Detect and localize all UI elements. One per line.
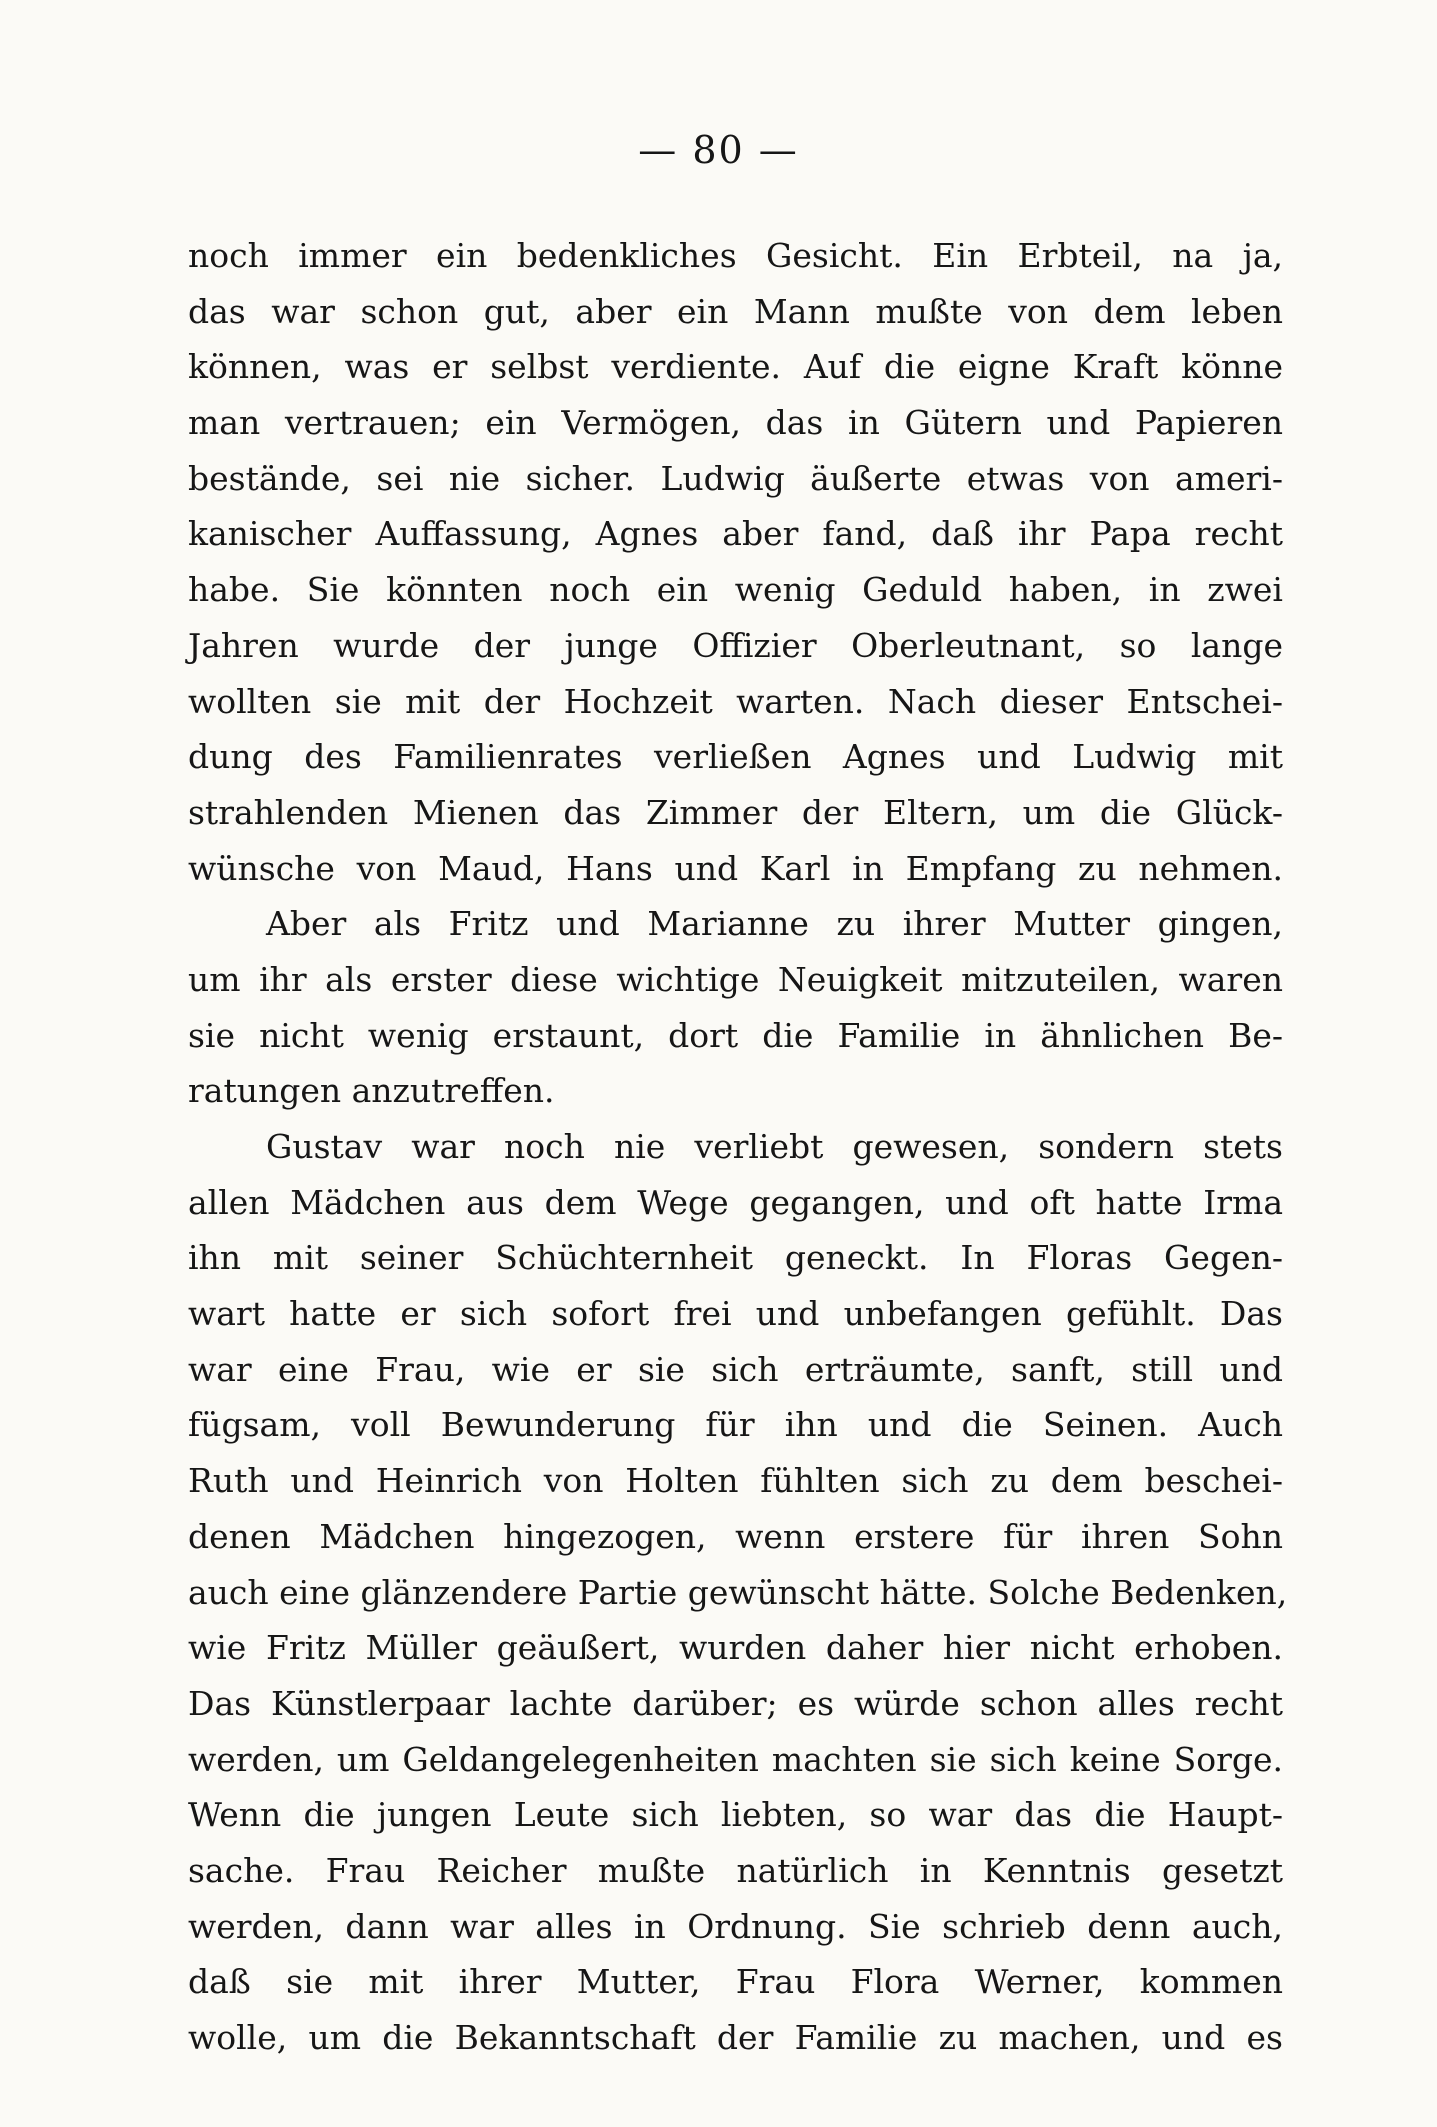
text-line: wollten sie mit der Hochzeit warten. Nach dieser Entschei- [188, 681, 1283, 721]
text-line: noch immer ein bedenkliches Gesicht. Ein Erbteil, na ja, [188, 236, 1283, 275]
text-line: ratungen anzutreffen. [188, 1071, 555, 1111]
text-line: Das Künstlerpaar lachte darüber; es würde schon alles recht [188, 1683, 1283, 1723]
text-line: ihn mit seiner Schüchternheit geneckt. In Floras Gegen- [188, 1238, 1283, 1278]
text-line: daß sie mit ihrer Mutter, Frau Flora Werner, kommen [188, 1962, 1283, 2002]
text-line: Aber als Fritz und Marianne zu ihrer Mutter gingen, [266, 904, 1283, 944]
text-line: bestände, sei nie sicher. Ludwig äußerte etwas von ameri- [188, 458, 1283, 498]
text-line: Gustav war noch nie verliebt gewesen, sondern stets [266, 1127, 1283, 1166]
text-line: sache. Frau Reicher mußte natürlich in Kenntnis gesetzt [188, 1850, 1283, 1890]
text-line: fügsam, voll Bewunderung für ihn und die Seinen. Auch [188, 1405, 1283, 1445]
text-line: man vertrauen; ein Vermögen, das in Gütern und Papieren [188, 403, 1283, 443]
text-line: Jahren wurde der junge Offizier Oberleutnant, so lange [188, 625, 1283, 665]
text-line: wie Fritz Müller geäußert, wurden daher hier nicht erhoben. [188, 1628, 1283, 1668]
text-line: werden, um Geldangelegenheiten machten sie sich keine Sorge. [188, 1739, 1283, 1779]
text-line: strahlenden Mienen das Zimmer der Eltern, um die Glück- [188, 792, 1283, 832]
text-line: allen Mädchen aus dem Wege gegangen, und oft hatte Irma [188, 1182, 1283, 1222]
page-number: — 80 — [638, 128, 799, 172]
body-text [188, 228, 1288, 2066]
text-line: wolle, um die Bekanntschaft der Familie zu machen, und es [188, 2018, 1283, 2057]
text-line: habe. Sie könnten noch ein wenig Geduld haben, in zwei [188, 570, 1283, 610]
text-line: war eine Frau, wie er sie sich erträumte, sanft, still und [188, 1349, 1283, 1389]
text-line: um ihr als erster diese wichtige Neuigkeit mitzuteilen, waren [188, 959, 1283, 999]
text-line: kanischer Auffassung, Agnes aber fand, daß ihr Papa recht [188, 514, 1283, 554]
text-line: können, was er selbst verdiente. Auf die eigne Kraft könne [188, 347, 1283, 387]
text-line: dung des Familienrates verließen Agnes und Ludwig mit [188, 737, 1283, 777]
text-line: wart hatte er sich sofort frei und unbefangen gefühlt. Das [188, 1294, 1283, 1334]
text-line: werden, dann war alles in Ordnung. Sie schrieb denn auch, [188, 1906, 1283, 1946]
text-line: Wenn die jungen Leute sich liebten, so war das die Haupt- [188, 1795, 1283, 1835]
text-line: auch eine glänzendere Partie gewünscht hätte. Solche Bedenken, [188, 1572, 1288, 1612]
text-line: Ruth und Heinrich von Holten fühlten sich zu dem beschei- [188, 1461, 1283, 1501]
text-line: wünsche von Maud, Hans und Karl in Empfang zu nehmen. [188, 848, 1283, 888]
text-line: das war schon gut, aber ein Mann mußte von dem leben [188, 291, 1283, 331]
text-line: denen Mädchen hingezogen, wenn erstere für ihren Sohn [188, 1516, 1283, 1556]
text-line: sie nicht wenig erstaunt, dort die Familie in ähnlichen Be- [188, 1015, 1283, 1055]
